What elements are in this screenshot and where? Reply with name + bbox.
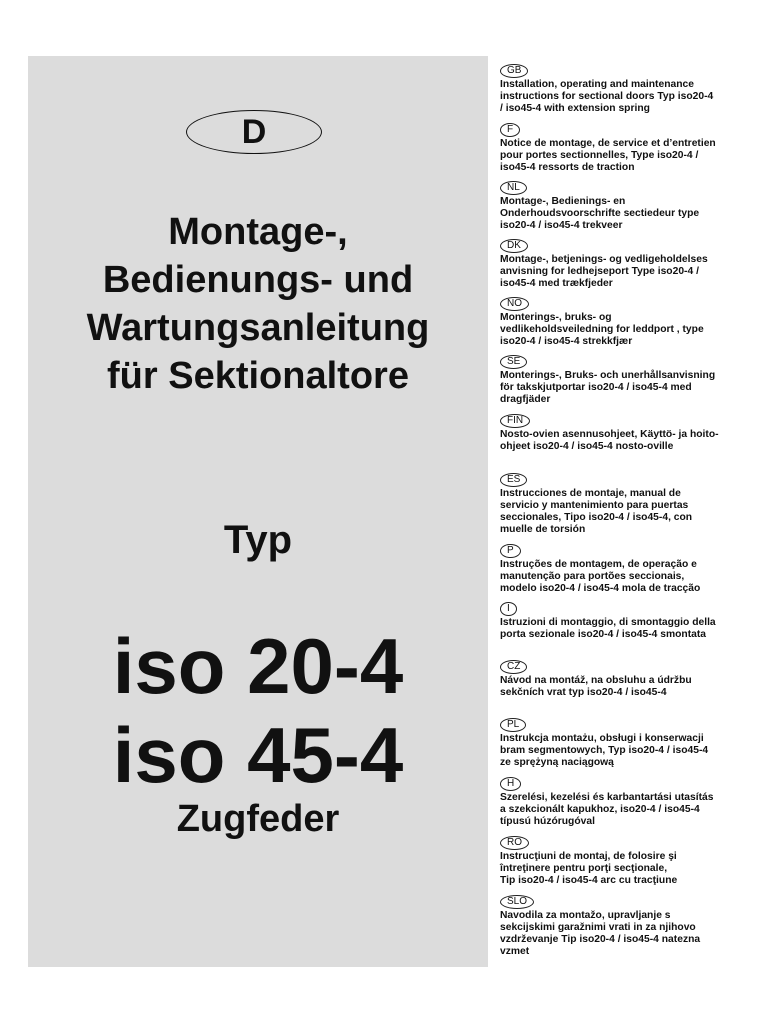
language-code-badge: GB	[500, 64, 528, 78]
country-code: D	[241, 112, 267, 151]
title-line: Bedienungs- und	[102, 259, 414, 301]
language-code-badge: P	[500, 544, 521, 558]
language-description: Notice de montage, de service et d’entretien pour portes sectionnelles, Type iso20-4 / iso45-4 ressorts de traction	[500, 138, 716, 173]
typ-label: Typ	[223, 518, 293, 562]
language-description: Monterings-, Bruks- och unerhållsanvisning för takskjutportar iso20-4 / iso45-4 med dragfjäder	[500, 370, 716, 405]
title-line: Montage-,	[168, 211, 348, 253]
language-entry-dk	[500, 235, 750, 290]
language-description: Instrukcja montażu, obsługi i konserwacji bram segmentowych, Typ iso20-4 / iso45-4 ze sprężyną naciągową	[500, 733, 709, 768]
cover-panel	[28, 56, 488, 967]
language-entry-i	[500, 598, 750, 641]
language-description: Návod na montáž, na obsluhu a údržbu sekčních vrat typ iso20-4 / iso45-4	[500, 675, 692, 698]
page-title	[28, 208, 488, 400]
language-description: Montage-, Bedienings- en Onderhoudsvoorschrifte sectiedeur type iso20-4 / iso45-4 trekveer	[500, 196, 700, 231]
language-code-badge: I	[500, 602, 517, 616]
language-entry-p	[500, 540, 750, 595]
language-description: Instrucciones de montaje, manual de servicio y mantenimiento para puertas seccionales, Tipo iso20-4 / iso45-4, con muelle de torsión	[500, 488, 693, 535]
language-description: Instruções de montagem, de operação e manutenção para portões seccionais, modelo iso20-4 / iso45-4 mola de tracção	[500, 559, 701, 594]
language-description: Montage-, betjenings- og vedligeholdelses anvisning for ledhejseport Type iso20-4 / iso45-4 med trækfjeder	[500, 254, 708, 289]
language-description: Installation, operating and maintenance instructions for sectional doors Typ iso20-4 / iso45-4 with extension spring	[500, 79, 714, 114]
language-code-badge: SE	[500, 355, 527, 369]
language-code-badge: ES	[500, 473, 527, 487]
language-code-badge: NL	[500, 181, 527, 195]
language-code-badge: CZ	[500, 660, 527, 674]
country-code-badge	[186, 110, 322, 154]
language-entry-h	[500, 773, 750, 828]
model-name: iso 45-4	[112, 711, 404, 799]
language-entry-slo	[500, 891, 750, 958]
language-entry-ro	[500, 832, 750, 887]
language-entry-nl	[500, 177, 750, 232]
language-entry-gb	[500, 60, 750, 115]
spring-type: Zugfeder	[176, 798, 340, 840]
language-description: Navodila za montažo, upravljanje s sekcijskimi garažnimi vrati in za njihovo vzdrževanje Tip iso20-4 / iso45-4 natezna vzmet	[500, 910, 701, 957]
language-code-badge: F	[500, 123, 520, 137]
language-entry-f	[500, 119, 750, 174]
language-code-badge: FIN	[500, 414, 530, 428]
language-entry-es	[500, 469, 750, 536]
language-description: Nosto-ovien asennusohjeet, Käyttö- ja hoito- ohjeet iso20-4 / iso45-4 nosto-oville	[500, 429, 719, 452]
language-description: Monterings-, bruks- og vedlikeholdsveiledning for leddport , type iso20-4 / iso45-4 strekkfjær	[500, 312, 704, 347]
language-entry-no	[500, 293, 750, 348]
language-code-badge: RO	[500, 836, 529, 850]
model-name: iso 20-4	[112, 622, 404, 710]
language-description: Szerelési, kezelési és karbantartási utasítás a szekcionált kapukhoz, iso20-4 / iso45-4 típusú húzórugóval	[500, 792, 714, 827]
language-code-badge: DK	[500, 239, 528, 253]
title-line: für Sektionaltore	[107, 355, 409, 397]
language-description: Instrucţiuni de montaj, de folosire şi întreţinere pentru porţi secţionale, Tip iso20-4 / iso45-4 arc cu tracţiune	[500, 851, 678, 886]
language-code-badge: NO	[500, 297, 529, 311]
language-code-badge: SLO	[500, 895, 534, 909]
language-entry-se	[500, 351, 750, 406]
language-entry-cz	[500, 656, 750, 699]
language-code-badge: H	[500, 777, 521, 791]
language-code-badge: PL	[500, 718, 526, 732]
language-description: Istruzioni di montaggio, di smontaggio della porta sezionale iso20-4 / iso45-4 smontata	[500, 617, 716, 640]
title-line: Wartungsanleitung	[86, 307, 430, 349]
language-entry-fin	[500, 410, 750, 453]
language-entry-pl	[500, 714, 750, 769]
